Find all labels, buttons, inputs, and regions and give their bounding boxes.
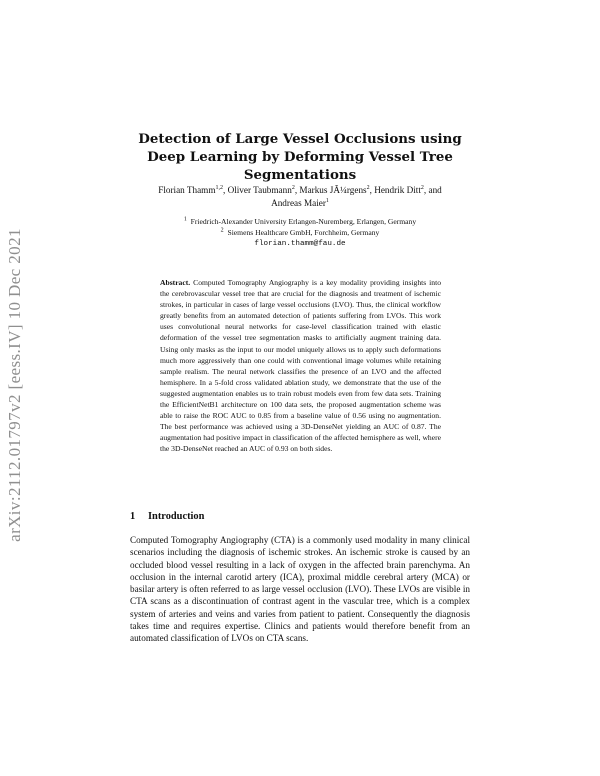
section-body-text: Computed Tomography Angiography (CTA) is a commonly used modality in many clinical scenarios including the diagnosis of ischemic strokes. An ischemic stroke is caused by an occluded blood vessel resulting in a lack of oxygen in the affected brain parenchyma. An occlusion in the internal carotid artery (ICA), proximal middle cerebral artery (MCA) or basilar artery is often referred to as large vessel occlusion (LVO). These LVOs are visible in CTA scans as a discontinuation of contrast agent in the vascular tree, which is a complex system of arteries and veins and varies from patient to patient. Consequently the diagnosis takes time and requires expertise. Clinics and patients would therefore benefit from an automated classification of LVOs on CTA scans. [130,535,470,644]
author-name: Florian Thamm [158,185,216,195]
author-name: Andreas Maier [271,198,326,208]
author-affiliation-marker: 1 [325,197,329,204]
author-affiliation-marker: 2 [291,184,295,191]
section-heading [130,511,204,522]
abstract-label: Abstract. [160,278,191,287]
affiliation-number: 2 [220,227,224,234]
paper-title: Detection of Large Vessel Occlusions using Deep Learning by Deforming Vessel Tree Segmentations [138,131,462,183]
abstract [160,277,441,455]
abstract-text: Computed Tomography Angiography is a key modality providing insights into the cerebrovascular vessel tree that are crucial for the diagnosis and treatment of ischemic strokes, in particular in cases of large vessel occlusions (LVO). Thus, the clinical workflow greatly benefits from an automated detection of patients suffering from LVOs. This work uses convolutional neural networks for case-level classification trained with elastic deformation of the vessel tree segmentation masks to artificially augment training data. Using only masks as the input to our model uniquely allows us to apply such deformations much more aggressively than one could with conventional image volumes while retaining sample realism. The neural network classifies the presence of an LVO and the affected hemisphere. In a 5-fold cross validated ablation study, we demonstrate that the use of the suggested augmentation enables us to train robust models even from few data sets. Training the EfficientNetB1 architecture on 100 data sets, the proposed augmentation scheme was able to raise the ROC AUC to 0.85 from a baseline value of 0.56 using no augmentation. The best performance was achieved using a 3D-DenseNet yielding an AUC of 0.87. The augmentation had positive impact in classification of the affected hemisphere as well, where the 3D-DenseNet reached an AUC of 0.93 on both sides. [160,278,441,454]
author-email[interactable]: florian.thamm@fau.de [254,240,346,248]
section-number: 1 [130,511,136,522]
author-name: Markus JÃ¼rgens [299,185,367,195]
author-affiliation-marker: 1,2 [215,184,223,191]
arxiv-identifier: arXiv:2112.01797v2 [eess.IV] 10 Dec 2021 [5,228,24,542]
affiliation-text: Friedrich-Alexander University Erlangen-Nuremberg, Erlangen, Germany [190,217,417,226]
author-name: Oliver Taubmann [227,185,292,195]
author-name: Hendrik Ditt [374,185,421,195]
affiliation-number: 1 [183,216,187,223]
author-list: Florian Thamm$^{1,2}$, Oliver Taubmann$^2$, Markus JÃ¼rgens$^2$, Hendrik Ditt$^2$, and Andreas Maier$^1$ [158,184,442,208]
arxiv-identifier-stamp [3,200,27,570]
affiliation-text: Siemens Healthcare GmbH, Forchheim, Germany [227,228,380,237]
author-affiliation-marker: 2 [366,184,370,191]
affiliation-2 [130,227,470,238]
affiliation-1 [130,216,470,227]
section-title: Introduction [148,511,205,522]
author-affiliation-marker: 2 [420,184,424,191]
